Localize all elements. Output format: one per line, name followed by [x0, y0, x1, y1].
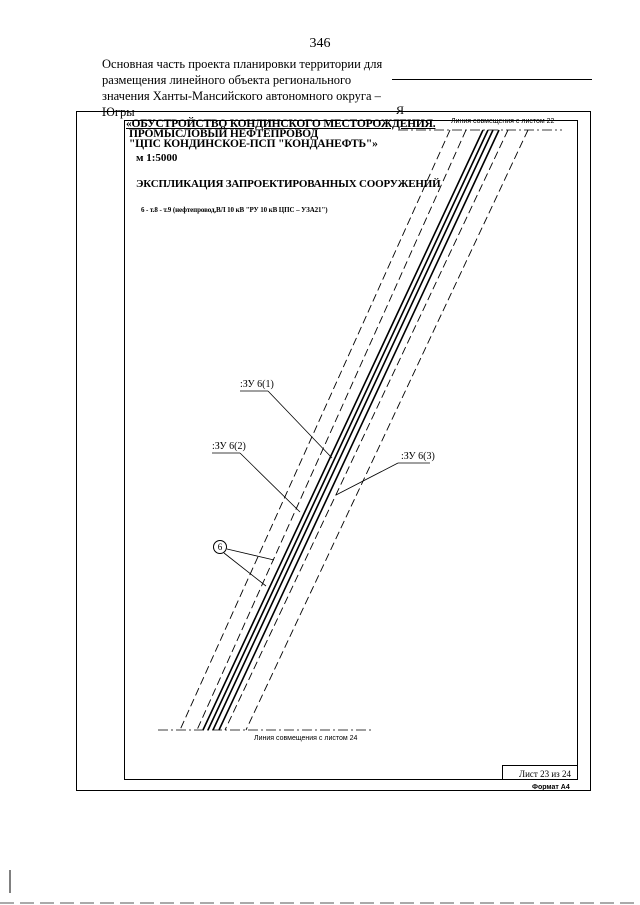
plot-label-zu1: :ЗУ 6(1) [240, 379, 274, 390]
match-line-bottom-label: Линия совмещения с листом 24 [254, 735, 358, 742]
drawing-title-line-2: ПРОМЫСЛОВЫЙ НЕФТЕПРОВОД [129, 128, 319, 140]
leader-marker-6 [227, 549, 274, 560]
boundary-inner-left [197, 130, 466, 730]
match-line-top-label: Линия совмещения с листом 22 [451, 118, 555, 125]
leader-marker-6 [224, 553, 266, 586]
boundary-outer-right [246, 130, 528, 730]
pipeline-line [219, 130, 499, 730]
sheet-number: Лист 23 из 24 [519, 769, 571, 779]
pipeline-line [203, 130, 483, 730]
boundary-outer-left [180, 130, 450, 730]
header-caption-line: Основная часть проекта планировки территории для [102, 57, 383, 71]
page-number: 346 [309, 36, 331, 51]
explication-item: 6 - т.8 - т.9 (нефтепровод,ВЛ 10 кВ "РУ 10 кВ ЦПС – УЗА21") [141, 206, 328, 214]
header-caption-line: значения Ханты-Мансийского автономного округа – [102, 89, 381, 103]
pipeline-line [213, 130, 493, 730]
plot-label-zu2: :ЗУ 6(2) [212, 441, 246, 452]
explication-title: ЭКСПЛИКАЦИЯ ЗАПРОЕКТИРОВАННЫХ СООРУЖЕНИЙ [136, 178, 441, 190]
format-label: Формат А4 [532, 784, 570, 791]
drawing-scale: м 1:5000 [136, 152, 178, 164]
pipeline-line [208, 130, 488, 730]
header-trailing-letter: Я [396, 103, 405, 117]
header-caption-line: Югры [102, 105, 135, 119]
drawing-title-line-1: «ОБУСТРОЙСТВО КОНДИНСКОГО МЕСТОРОЖДЕНИЯ. [126, 118, 436, 130]
leader-zu1 [268, 391, 332, 458]
header-caption-line: размещения линейного объекта регионального [102, 73, 352, 87]
boundary-inner-right [225, 130, 508, 730]
leader-zu3 [336, 463, 398, 495]
drawing-title-line-3: "ЦПС КОНДИНСКОЕ-ПСП "КОНДАНЕФТЬ"» [129, 138, 378, 150]
object-marker: 6 [213, 540, 227, 554]
plot-label-zu3: :ЗУ 6(3) [401, 451, 435, 462]
